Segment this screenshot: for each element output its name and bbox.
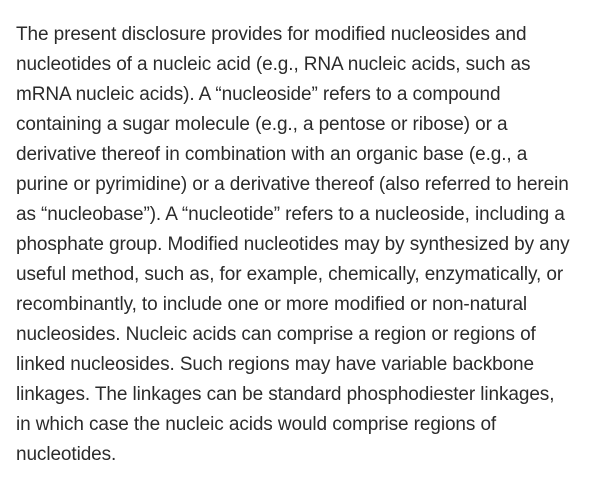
text-line: nucleotides. — [16, 444, 117, 465]
paragraph — [16, 20, 600, 470]
text-line: nucleosides. Nucleic acids can comprise a region or regions of — [16, 324, 536, 345]
text-line: linked nucleosides. Such regions may have variable backbone — [16, 354, 534, 375]
text-line: mRNA nucleic acids). A “nucleoside” refers to a compound — [16, 84, 501, 105]
text-line: purine or pyrimidine) or a derivative thereof (also referred to herein — [16, 174, 569, 195]
text-line: containing a sugar molecule (e.g., a pentose or ribose) or a — [16, 114, 508, 135]
text-line: phosphate group. Modified nucleotides may by synthesized by any — [16, 234, 570, 255]
text-line: useful method, such as, for example, chemically, enzymatically, or — [16, 264, 564, 285]
text-line: derivative thereof in combination with an organic base (e.g., a — [16, 144, 528, 165]
text-line: as “nucleobase”). A “nucleotide” refers to a nucleoside, including a — [16, 204, 565, 225]
text-line: linkages. The linkages can be standard phosphodiester linkages, — [16, 384, 555, 405]
document-body — [16, 20, 600, 470]
text-line: nucleotides of a nucleic acid (e.g., RNA nucleic acids, such as — [16, 54, 531, 75]
text-line: in which case the nucleic acids would comprise regions of — [16, 414, 497, 435]
text-line: The present disclosure provides for modified nucleosides and — [16, 24, 527, 45]
text-line: recombinantly, to include one or more modified or non-natural — [16, 294, 528, 315]
